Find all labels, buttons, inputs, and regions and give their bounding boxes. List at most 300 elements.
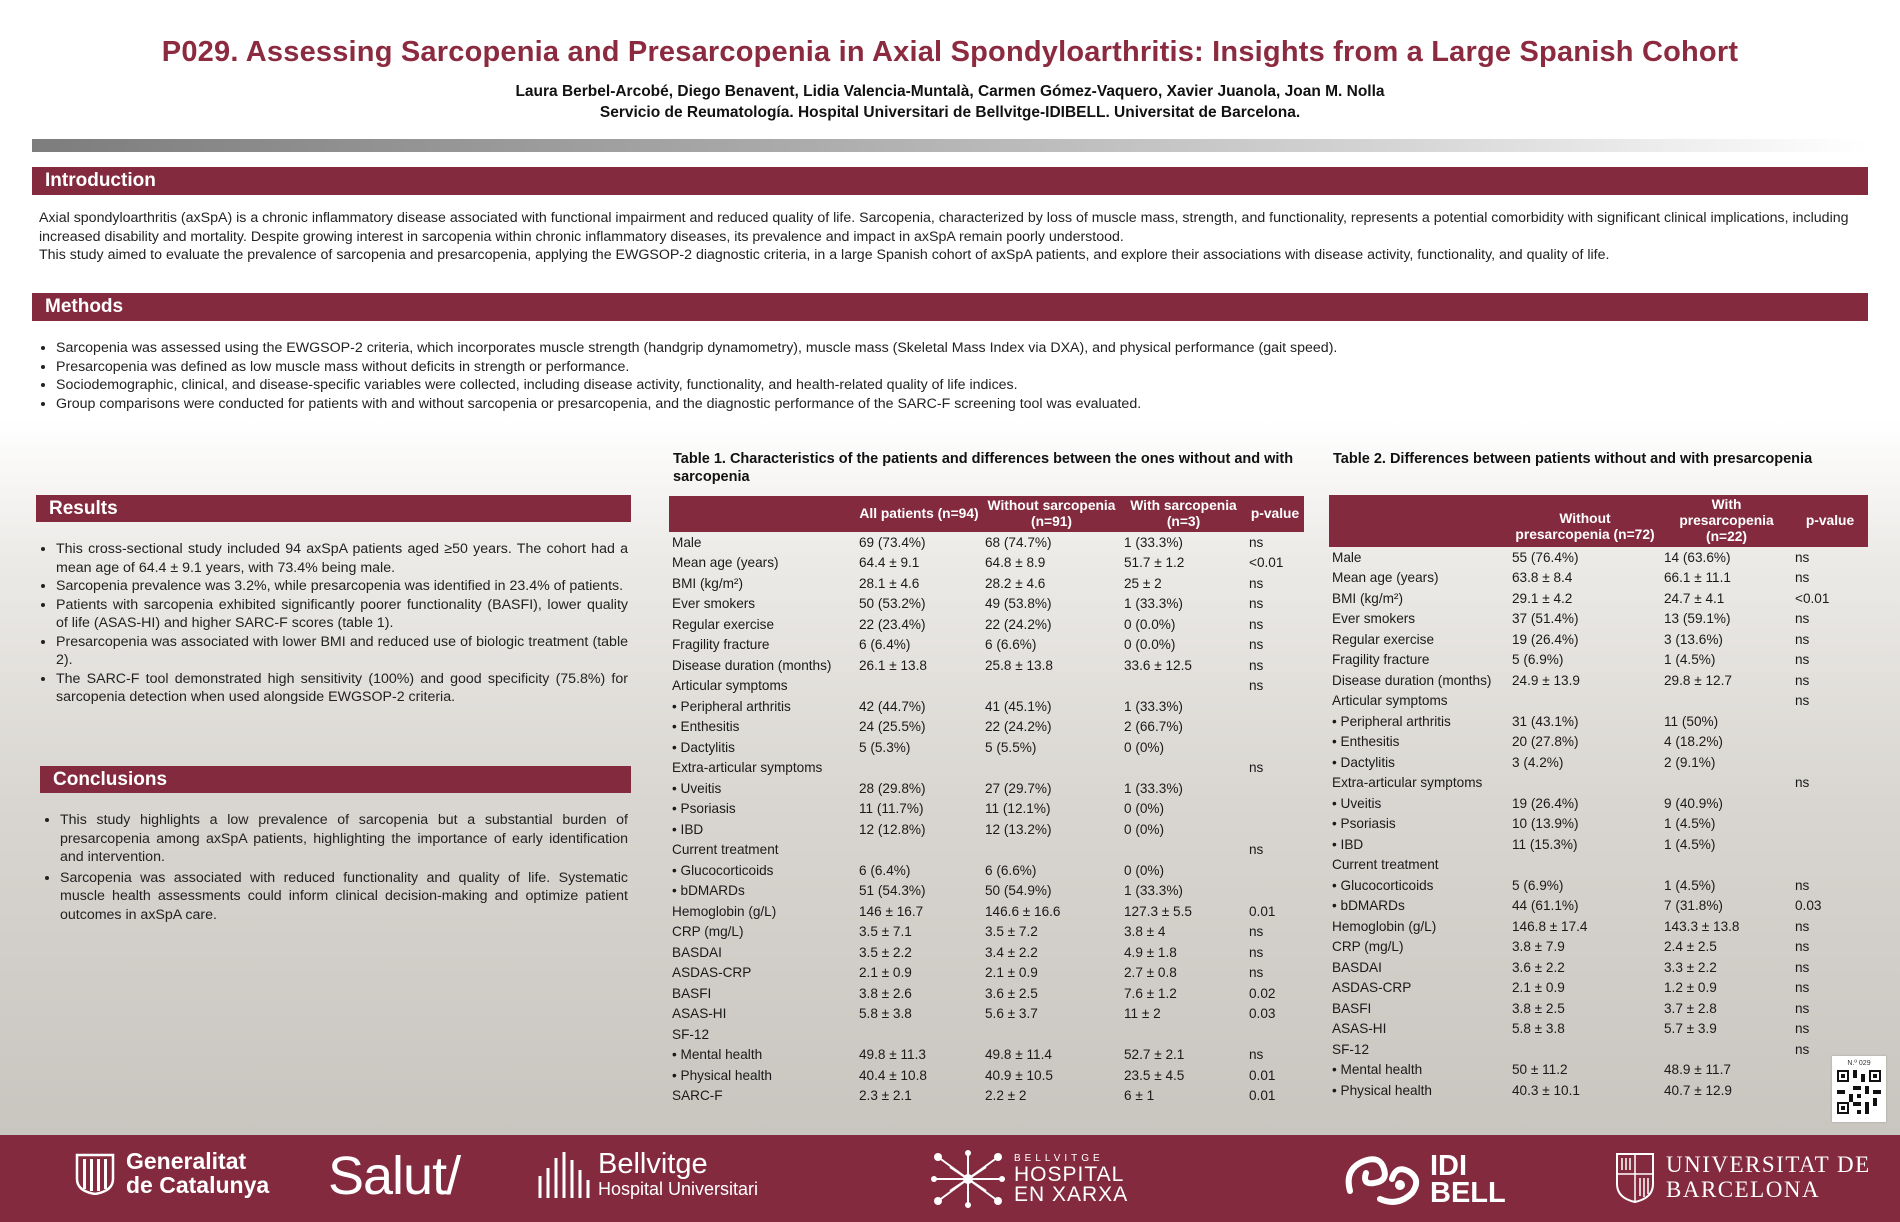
conclusions-item: • This study highlights a low prevalence of sarcopenia but a substantial burden of presarcopenia among axSpA patients, highlighting the importance of early identification and intervention.	[60, 811, 628, 867]
table1-cell: 3.8 ± 4	[1124, 924, 1166, 940]
table1-cell: • Uveitis	[672, 780, 722, 796]
table2-cell: ns	[1795, 549, 1810, 565]
table2-row	[1329, 568, 1868, 589]
table1-cell: 127.3 ± 5.5	[1124, 903, 1192, 919]
table2-cell: 48.9 ± 11.7	[1664, 1062, 1731, 1078]
table1-body	[669, 532, 1304, 1106]
table2-cell: ns	[1795, 918, 1810, 934]
table2-cell: 5.7 ± 3.9	[1664, 1021, 1717, 1037]
table2-cell: 1 (4.5%)	[1664, 652, 1716, 668]
introduction-heading: Introduction	[32, 167, 1868, 195]
footer-logo-bar	[0, 1135, 1900, 1222]
table1-cell: 2.2 ± 2	[985, 1088, 1027, 1104]
table2-cell: 44 (61.1%)	[1512, 898, 1579, 914]
results-item: • This cross-sectional study included 94 axSpA patients aged ≥50 years. The cohort had a mean age of 64.4 ± 9.1 years, with 73.4% being male.	[56, 540, 628, 577]
table2-cell	[1661, 1039, 1792, 1060]
results-item: • Presarcopenia was associated with lower BMI and reduced use of biologic treatment (table 2).	[56, 633, 628, 670]
table1-cell: 0 (0%)	[1124, 862, 1165, 878]
table1-cell: 3.4 ± 2.2	[985, 944, 1038, 960]
table1-cell: 50 (54.9%)	[985, 883, 1052, 899]
table1-cell: 49.8 ± 11.3	[859, 1047, 926, 1063]
table1-cell: 22 (24.2%)	[985, 616, 1052, 632]
table2-row	[1329, 588, 1868, 609]
table2-cell: 1 (4.5%)	[1664, 816, 1716, 832]
table1-cell: 2.3 ± 2.1	[859, 1088, 912, 1104]
table2-cell: Fragility fracture	[1332, 652, 1430, 668]
table1-cell: ns	[1249, 760, 1264, 776]
table1-cell: SF-12	[672, 1026, 710, 1042]
table2-row	[1329, 855, 1868, 876]
table1-cell: 68 (74.7%)	[985, 534, 1052, 550]
table2-cell	[1661, 855, 1792, 876]
table2-cell	[1792, 834, 1868, 855]
table1-cell: 6 ± 1	[1124, 1088, 1155, 1104]
table1-cell: ASDAS-CRP	[672, 965, 752, 981]
table2-row	[1329, 916, 1868, 937]
table2-cell: Articular symptoms	[1332, 693, 1448, 709]
table2-cell: 143.3 ± 13.8	[1664, 918, 1740, 934]
table2-row	[1329, 650, 1868, 671]
table1-cell: 6 (6.6%)	[985, 862, 1037, 878]
table1-cell: Ever smokers	[672, 596, 756, 612]
table1-cell: ns	[1249, 596, 1264, 612]
table1-cell: ns	[1249, 924, 1264, 940]
methods-item: • Group comparisons were conducted for patients with and without sarcopenia or presarcopenia, and the diagnostic performance of the SARC-F screening tool was evaluated.	[56, 395, 1864, 414]
methods-item: • Presarcopenia was defined as low muscle mass without deficits in strength or performance.	[56, 358, 1864, 377]
table1-row	[669, 1086, 1304, 1107]
table2-row	[1329, 793, 1868, 814]
table2-cell: ASAS-HI	[1332, 1021, 1387, 1037]
table2-row	[1329, 752, 1868, 773]
table1-cell: • IBD	[672, 821, 704, 837]
table1-cell: 3.6 ± 2.5	[985, 985, 1038, 1001]
table2-cell: 3.8 ± 7.9	[1512, 939, 1565, 955]
table1-cell: Mean age (years)	[672, 555, 779, 571]
table1-cell: 5 (5.3%)	[859, 739, 911, 755]
qr-code-icon	[1837, 1070, 1881, 1114]
table2-row	[1329, 937, 1868, 958]
table1-cell: • Enthesitis	[672, 719, 740, 735]
table2-cell: 55 (76.4%)	[1512, 549, 1579, 565]
table2-row	[1329, 547, 1868, 568]
table2-cell: 63.8 ± 8.4	[1512, 570, 1573, 586]
table2-cell: ASDAS-CRP	[1332, 980, 1412, 996]
table2-cell: ns	[1795, 1021, 1810, 1037]
table2-cell: ns	[1795, 1000, 1810, 1016]
table1-row	[669, 942, 1304, 963]
table1-cell	[1246, 737, 1304, 758]
table1-row	[669, 717, 1304, 738]
divider-bar	[32, 139, 1868, 152]
table2-cell: 3.7 ± 2.8	[1664, 1000, 1717, 1016]
table2-cell: ns	[1795, 980, 1810, 996]
table2-row	[1329, 1019, 1868, 1040]
table1-row	[669, 655, 1304, 676]
table2-row	[1329, 957, 1868, 978]
table1-cell: 0.03	[1249, 1006, 1276, 1022]
table1-cell: 3.5 ± 2.2	[859, 944, 912, 960]
table2-cell: • Uveitis	[1332, 795, 1382, 811]
table1-row	[669, 676, 1304, 697]
table1-cell: 3.8 ± 2.6	[859, 985, 912, 1001]
table1-row	[669, 1024, 1304, 1045]
table1-header-cell: Without sarcopenia (n=91)	[982, 496, 1121, 532]
table1-cell: 0 (0.0%)	[1124, 616, 1176, 632]
table1-cell: 28.1 ± 4.6	[859, 575, 920, 591]
table2-cell: 50 ± 11.2	[1512, 1062, 1568, 1078]
table1-cell: 40.4 ± 10.8	[859, 1067, 927, 1083]
table2-cell	[1792, 732, 1868, 753]
table2-cell: 0.03	[1795, 898, 1822, 914]
table2-cell: 3.8 ± 2.5	[1512, 1000, 1565, 1016]
table1-cell: Male	[672, 534, 702, 550]
results-item: • Patients with sarcopenia exhibited significantly poorer functionality (BASFI), lower quality of life (ASAS-HI) and higher SARC-F scores (table 1).	[56, 596, 628, 633]
generalitat-emblem-icon	[74, 1151, 116, 1195]
table1-row	[669, 901, 1304, 922]
table2-cell: • Mental health	[1332, 1062, 1423, 1078]
table2-header-row	[1329, 495, 1868, 547]
table1-cell: ASAS-HI	[672, 1006, 727, 1022]
table1-cell	[982, 1024, 1121, 1045]
table1-row	[669, 1065, 1304, 1086]
table2-cell: 2.4 ± 2.5	[1664, 939, 1717, 955]
table2-cell: • Enthesitis	[1332, 734, 1400, 750]
table2-cell: 24.7 ± 4.1	[1664, 590, 1725, 606]
table2-cell: ns	[1795, 570, 1810, 586]
table2-cell: 5 (6.9%)	[1512, 877, 1564, 893]
table2-cell: • bDMARDs	[1332, 898, 1405, 914]
table2-cell: Ever smokers	[1332, 611, 1416, 627]
table1-cell: ns	[1249, 965, 1264, 981]
table2-cell: 29.1 ± 4.2	[1512, 590, 1573, 606]
table2-row	[1329, 978, 1868, 999]
ub-line-1: UNIVERSITAT DE	[1666, 1152, 1871, 1177]
poster-title: P029. Assessing Sarcopenia and Presarcopenia in Axial Spondyloarthritis: Insights from a Large Spanish Cohort	[161, 36, 1739, 68]
table2-row	[1329, 875, 1868, 896]
network-icon	[930, 1149, 1006, 1209]
table1-cell: Hemoglobin (g/L)	[672, 903, 777, 919]
xarxa-line-2: HOSPITAL	[1014, 1163, 1125, 1186]
table2-cell: 3 (13.6%)	[1664, 631, 1723, 647]
table2-row	[1329, 1080, 1868, 1101]
table1-cell: 49.8 ± 11.4	[985, 1047, 1052, 1063]
table1-cell: SARC-F	[672, 1088, 723, 1104]
table1-cell: 1 (33.3%)	[1124, 596, 1183, 612]
table1-cell: 25.8 ± 13.8	[985, 657, 1053, 673]
table1-cell: 12 (12.8%)	[859, 821, 926, 837]
table1-cell: 0.01	[1249, 1088, 1276, 1104]
table2-row	[1329, 1039, 1868, 1060]
table2-row	[1329, 773, 1868, 794]
table2-row	[1329, 629, 1868, 650]
table2-cell: 2 (9.1%)	[1664, 754, 1716, 770]
table2-cell: Extra-articular symptoms	[1332, 775, 1483, 791]
generalitat-logo	[74, 1149, 269, 1197]
table1-cell: Disease duration (months)	[672, 657, 832, 673]
table2-row	[1329, 814, 1868, 835]
table1-cell: 0 (0%)	[1124, 821, 1165, 837]
table1-cell: 1 (33.3%)	[1124, 883, 1183, 899]
table1-cell: 25 ± 2	[1124, 575, 1162, 591]
methods-list	[38, 339, 1864, 413]
table2-cell	[1792, 814, 1868, 835]
bellvitge-logo	[536, 1149, 758, 1199]
authors: Laura Berbel-Arcobé, Diego Benavent, Lidia Valencia-Muntalà, Carmen Gómez-Vaquero, Xavier Juanola, Joan M. Nolla	[515, 83, 1385, 100]
table2-cell: ns	[1795, 631, 1810, 647]
results-item: • Sarcopenia prevalence was 3.2%, while presarcopenia was identified in 23.4% of patients.	[56, 577, 628, 596]
table1-row	[669, 737, 1304, 758]
table1-cell: • Dactylitis	[672, 739, 735, 755]
table1-cell: CRP (mg/L)	[672, 924, 744, 940]
table2-cell: ns	[1795, 672, 1810, 688]
table1-cell: ns	[1249, 678, 1264, 694]
table1-cell: 28.2 ± 4.6	[985, 575, 1046, 591]
table2-header-cell: p-value	[1792, 495, 1868, 547]
table2-caption: Table 2. Differences between patients without and with presarcopenia	[1333, 451, 1813, 467]
table1-cell: 0.01	[1249, 903, 1276, 919]
table1-cell: 23.5 ± 4.5	[1124, 1067, 1185, 1083]
table1-cell: 64.4 ± 9.1	[859, 555, 920, 571]
table1-cell: 3.5 ± 7.1	[859, 924, 912, 940]
table2-cell: 31 (43.1%)	[1512, 713, 1579, 729]
table1-row	[669, 983, 1304, 1004]
table2-cell: 3.3 ± 2.2	[1664, 959, 1717, 975]
table1-cell: • Physical health	[672, 1067, 772, 1083]
table1-cell: ns	[1249, 944, 1264, 960]
conclusions-list	[42, 811, 628, 924]
table1-cell: 40.9 ± 10.5	[985, 1067, 1053, 1083]
table2-row	[1329, 998, 1868, 1019]
introduction-text	[39, 209, 1867, 265]
results-list	[38, 540, 628, 707]
results-item: • The SARC-F tool demonstrated high sensitivity (100%) and good specificity (75.8%) for sarcopenia detection when used alongside EWGSOP-2 criteria.	[56, 670, 628, 707]
table1-cell: 0 (0%)	[1124, 739, 1165, 755]
table1-cell: • Psoriasis	[672, 801, 736, 817]
table1-cell: ns	[1249, 842, 1264, 858]
table1-cell: 1 (33.3%)	[1124, 534, 1183, 550]
table2-cell: • Glucocorticoids	[1332, 877, 1434, 893]
table1-cell	[1121, 1024, 1246, 1045]
table1-cell: 11 ± 2	[1124, 1006, 1161, 1022]
universitat-de-barcelona-logo	[1614, 1150, 1871, 1204]
table1-cell	[1246, 696, 1304, 717]
table2-cell: • IBD	[1332, 836, 1364, 852]
bellvitge-name: Bellvitge	[598, 1148, 708, 1180]
table1-row	[669, 922, 1304, 943]
table2-cell	[1792, 793, 1868, 814]
table1-cell	[856, 1024, 982, 1045]
table1-cell: 0 (0%)	[1124, 801, 1165, 817]
table1-cell: 24 (25.5%)	[859, 719, 926, 735]
table1-row	[669, 1004, 1304, 1025]
table2-row	[1329, 834, 1868, 855]
table1-cell: • Peripheral arthritis	[672, 698, 791, 714]
table2-cell: 40.7 ± 12.9	[1664, 1082, 1732, 1098]
table1	[669, 496, 1304, 1106]
table1-header-row	[669, 496, 1304, 532]
methods-heading: Methods	[32, 293, 1868, 321]
table1-cell: 49 (53.8%)	[985, 596, 1052, 612]
table2-cell	[1792, 752, 1868, 773]
table1-cell	[1246, 819, 1304, 840]
table2-cell: 1.2 ± 0.9	[1664, 980, 1717, 996]
table2-cell: <0.01	[1795, 590, 1830, 606]
table1-cell: 1 (33.3%)	[1124, 780, 1183, 796]
methods-list-container	[38, 339, 1864, 413]
table2	[1329, 495, 1868, 1101]
table2-cell: 5.8 ± 3.8	[1512, 1021, 1565, 1037]
table2-cell: 24.9 ± 13.9	[1512, 672, 1580, 688]
table1-cell	[982, 840, 1121, 861]
table1-cell: ns	[1249, 637, 1264, 653]
table2-cell: 13 (59.1%)	[1664, 611, 1731, 627]
table2-cell: 2.1 ± 0.9	[1512, 980, 1565, 996]
table1-row	[669, 614, 1304, 635]
table1-cell: • bDMARDs	[672, 883, 745, 899]
table2-cell: ns	[1795, 959, 1810, 975]
table2-header-cell: Without presarcopenia (n=72)	[1509, 495, 1661, 547]
table2-cell: 1 (4.5%)	[1664, 877, 1716, 893]
table2-cell	[1509, 1039, 1661, 1060]
table1-cell: 52.7 ± 2.1	[1124, 1047, 1185, 1063]
table1-cell: • Mental health	[672, 1047, 763, 1063]
table1-cell: 12 (13.2%)	[985, 821, 1052, 837]
table2-cell: 7 (31.8%)	[1664, 898, 1723, 914]
table2-cell: ns	[1795, 939, 1810, 955]
table2-cell: 3.6 ± 2.2	[1512, 959, 1565, 975]
table2-cell: 14 (63.6%)	[1664, 549, 1731, 565]
idibell-line-2: BELL	[1430, 1177, 1506, 1209]
table1-cell: ns	[1249, 575, 1264, 591]
table2-cell: ns	[1795, 693, 1810, 709]
table2-row	[1329, 1060, 1868, 1081]
table2-cell: 5 (6.9%)	[1512, 652, 1564, 668]
table2-cell: 1 (4.5%)	[1664, 836, 1716, 852]
table1-cell: 7.6 ± 1.2	[1124, 985, 1177, 1001]
idibell-logo	[1340, 1151, 1506, 1209]
table2-row	[1329, 691, 1868, 712]
table1-header-cell: All patients (n=94)	[856, 496, 982, 532]
table2-cell: Hemoglobin (g/L)	[1332, 918, 1437, 934]
xarxa-line-1: BELLVITGE	[1014, 1153, 1104, 1164]
table1-cell	[1246, 717, 1304, 738]
table1-cell: Fragility fracture	[672, 637, 770, 653]
table2-cell: Male	[1332, 549, 1362, 565]
table1-cell: 64.8 ± 8.9	[985, 555, 1046, 571]
table2-cell: 19 (26.4%)	[1512, 631, 1579, 647]
table2-cell: BASFI	[1332, 1000, 1372, 1016]
table2-cell	[1509, 855, 1661, 876]
table2-cell	[1792, 711, 1868, 732]
table1-cell: Articular symptoms	[672, 678, 788, 694]
table1-header-cell	[669, 496, 856, 532]
table2-header-cell: With presarcopenia (n=22)	[1661, 495, 1792, 547]
results-list-container	[38, 540, 628, 707]
table1-cell: 6 (6.4%)	[859, 637, 911, 653]
table1-cell: 28 (29.8%)	[859, 780, 926, 796]
table1-header-cell: p-value	[1246, 496, 1304, 532]
table1-cell	[1246, 881, 1304, 902]
table1-row	[669, 881, 1304, 902]
table2-cell: 146.8 ± 17.4	[1512, 918, 1588, 934]
table1-cell	[1121, 840, 1246, 861]
table1-row	[669, 799, 1304, 820]
table1-row	[669, 860, 1304, 881]
table2-body	[1329, 547, 1868, 1101]
table2-cell: ns	[1795, 652, 1810, 668]
table1-cell: 26.1 ± 13.8	[859, 657, 927, 673]
table1-cell: ns	[1249, 616, 1264, 632]
table1-row	[669, 532, 1304, 553]
table2-row	[1329, 896, 1868, 917]
methods-item: • Sarcopenia was assessed using the EWGSOP-2 criteria, which incorporates muscle strength (handgrip dynamometry), muscle mass (Skeletal Mass Index via DXA), and physical performance (gait speed).	[56, 339, 1864, 358]
table1-cell: 11 (12.1%)	[985, 801, 1051, 817]
table2-cell: BMI (kg/m²)	[1332, 590, 1403, 606]
table1-cell: 5.6 ± 3.7	[985, 1006, 1038, 1022]
table2-cell: 10 (13.9%)	[1512, 816, 1579, 832]
table1-cell: 2.1 ± 0.9	[859, 965, 912, 981]
table2-cell: 29.8 ± 12.7	[1664, 672, 1732, 688]
table2-cell: • Psoriasis	[1332, 816, 1396, 832]
table1-cell: 0.02	[1249, 985, 1276, 1001]
table1-cell: 11 (11.7%)	[859, 801, 924, 817]
table2-cell: ns	[1795, 1041, 1810, 1057]
table1-cell: 0 (0.0%)	[1124, 637, 1176, 653]
table1-row	[669, 778, 1304, 799]
generalitat-line-1: Generalitat	[126, 1148, 247, 1174]
table2-cell: ns	[1795, 877, 1810, 893]
generalitat-line-2: de Catalunya	[126, 1172, 270, 1198]
bellvitge-building-icon	[536, 1150, 592, 1198]
table1-cell	[1246, 1024, 1304, 1045]
table1-row	[669, 594, 1304, 615]
table1-row	[669, 696, 1304, 717]
table2-cell: • Peripheral arthritis	[1332, 713, 1451, 729]
table1-cell	[856, 840, 982, 861]
table1-cell	[1121, 758, 1246, 779]
table1-cell: 1 (33.3%)	[1124, 698, 1183, 714]
table1-cell: 3.5 ± 7.2	[985, 924, 1038, 940]
hospital-en-xarxa-logo	[930, 1149, 1128, 1209]
table2-cell: CRP (mg/L)	[1332, 939, 1404, 955]
table1-cell: ns	[1249, 534, 1264, 550]
table1-cell: 2.7 ± 0.8	[1124, 965, 1177, 981]
table1-cell: Regular exercise	[672, 616, 774, 632]
table2-cell: 37 (51.4%)	[1512, 611, 1579, 627]
table1-row	[669, 1045, 1304, 1066]
results-heading: Results	[36, 495, 631, 522]
table1-caption: Table 1. Characteristics of the patients and differences between the ones without and with sarcopenia	[673, 451, 1294, 485]
table1-cell: 22 (23.4%)	[859, 616, 926, 632]
table1-cell: BASDAI	[672, 944, 722, 960]
table1-cell	[856, 676, 982, 697]
table1-cell	[1121, 676, 1246, 697]
table2-cell: 66.1 ± 11.1	[1664, 570, 1731, 586]
table2-cell: 3 (4.2%)	[1512, 754, 1564, 770]
table1-cell: 0.01	[1249, 1067, 1276, 1083]
table2-cell	[1661, 773, 1792, 794]
table2-cell: ns	[1795, 611, 1810, 627]
table1-cell: <0.01	[1249, 555, 1284, 571]
table1-cell: • Glucocorticoids	[672, 862, 774, 878]
affiliation: Servicio de Reumatología. Hospital Universitari de Bellvitge-IDIBELL. Universitat de Barcelona.	[599, 104, 1301, 121]
table2-cell: 4 (18.2%)	[1664, 734, 1723, 750]
methods-item: • Sociodemographic, clinical, and disease-specific variables were collected, including disease activity, functionality, and health-related quality of life indices.	[56, 376, 1864, 395]
bellvitge-subtitle: Hospital Universitari	[598, 1179, 759, 1199]
table1-cell: 69 (73.4%)	[859, 534, 926, 550]
table1-cell: 42 (44.7%)	[859, 698, 926, 714]
table2-cell: 20 (27.8%)	[1512, 734, 1579, 750]
